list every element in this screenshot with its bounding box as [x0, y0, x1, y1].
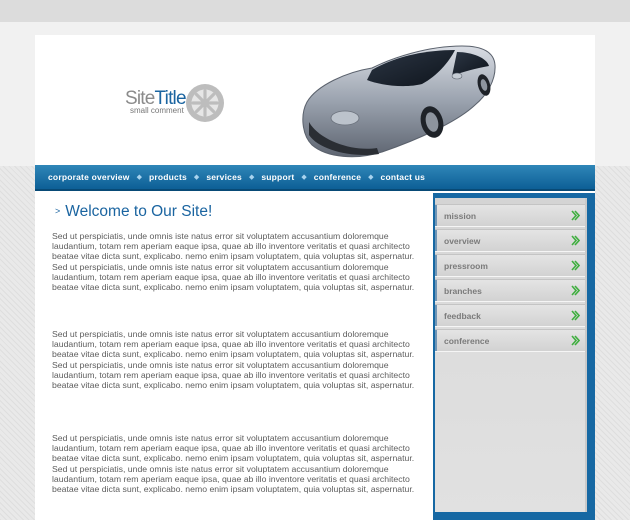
sidebar-item-label: overview — [444, 236, 481, 246]
sidebar-item-mission[interactable] — [435, 204, 585, 227]
double-chevron-right-icon — [571, 260, 580, 271]
site-logo[interactable] — [125, 88, 245, 128]
nav-products[interactable]: products — [148, 172, 187, 182]
double-chevron-right-icon — [571, 235, 580, 246]
logo-site-text: Site — [125, 88, 155, 109]
page — [35, 35, 595, 520]
sidebar-item-label: pressroom — [444, 261, 488, 271]
sidebar-menu — [435, 198, 587, 512]
sidebar-item-label: branches — [444, 286, 482, 296]
sports-car-image — [297, 40, 502, 162]
page-title — [55, 203, 212, 221]
page-title-text: Welcome to Our Site! — [65, 203, 213, 220]
sidebar-item-conference[interactable] — [435, 329, 585, 352]
wheel-icon — [185, 83, 225, 123]
sidebar-item-branches[interactable] — [435, 279, 585, 302]
double-chevron-right-icon — [571, 310, 580, 321]
sidebar-item-label: mission — [444, 211, 477, 221]
nav-separator-icon: ◆ — [301, 174, 307, 181]
nav-contact-us[interactable]: contact us — [380, 172, 426, 182]
sidebar-item-overview[interactable] — [435, 229, 585, 252]
nav-separator-icon: ◆ — [368, 174, 374, 181]
nav-support[interactable]: support — [261, 172, 295, 182]
sidebar-item-label: feedback — [444, 311, 481, 321]
nav-separator-icon: ◆ — [248, 174, 255, 181]
main-content — [35, 193, 433, 520]
main-nav — [35, 165, 595, 191]
double-chevron-right-icon — [571, 335, 580, 346]
nav-separator-icon: ◆ — [136, 174, 142, 181]
nav-corporate-overview[interactable]: corporate overview — [48, 172, 130, 182]
sidebar-item-label: conference — [444, 336, 490, 346]
body-paragraph: Sed ut perspiciatis, unde omnis iste natus error sit voluptatem accusantium doloremque laudantium, totam rem aperiam eaque ipsa, quae ab illo inventore veritatis et quasi architecto beatae vitae dicta sunt, explicabo. nemo enim ipsam voluptatem, quia voluptas sit, aspernatur. Sed ut perspiciatis, unde omnis iste natus error sit voluptatem accusantium doloremque laudantium, totam rem aperiam eaque ipsa, quae ab illo inventore veritatis et quasi architecto beatae vitae dicta sunt, explicabo. nemo enim ipsam voluptatem, quia voluptas sit, aspernatur. — [52, 433, 415, 495]
header — [35, 35, 595, 165]
chevron-right-icon: > — [55, 206, 61, 216]
sidebar — [433, 193, 595, 520]
logo-comment: small comment — [130, 106, 184, 115]
double-chevron-right-icon — [571, 210, 580, 221]
logo-title-text: Title — [154, 88, 186, 109]
nav-conference[interactable]: conference — [313, 172, 362, 182]
sidebar-item-feedback[interactable] — [435, 304, 585, 327]
nav-separator-icon: ◆ — [193, 174, 200, 181]
nav-services[interactable]: services — [206, 172, 242, 182]
body-paragraph: Sed ut perspiciatis, unde omnis iste natus error sit voluptatem accusantium doloremque laudantium, totam rem aperiam eaque ipsa, quae ab illo inventore veritatis et quasi architecto beatae vitae dicta sunt, explicabo. nemo enim ipsam voluptatem, quia voluptas sit, aspernatur. Sed ut perspiciatis, unde omnis iste natus error sit voluptatem accusantium doloremque laudantium, totam rem aperiam eaque ipsa, quae ab illo inventore veritatis et quasi architecto beatae vitae dicta sunt, explicabo. nemo enim ipsam voluptatem, quia voluptas sit, aspernatur. — [52, 231, 415, 293]
sidebar-item-pressroom[interactable] — [435, 254, 585, 277]
double-chevron-right-icon — [571, 285, 580, 296]
body-paragraph: Sed ut perspiciatis, unde omnis iste natus error sit voluptatem accusantium doloremque laudantium, totam rem aperiam eaque ipsa, quae ab illo inventore veritatis et quasi architecto beatae vitae dicta sunt, explicabo. nemo enim ipsam voluptatem, quia voluptas sit, aspernatur. Sed ut perspiciatis, unde omnis iste natus error sit voluptatem accusantium doloremque laudantium, totam rem aperiam eaque ipsa, quae ab illo inventore veritatis et quasi architecto beatae vitae dicta sunt, explicabo. nemo enim ipsam voluptatem, quia voluptas sit, aspernatur. — [52, 329, 415, 391]
